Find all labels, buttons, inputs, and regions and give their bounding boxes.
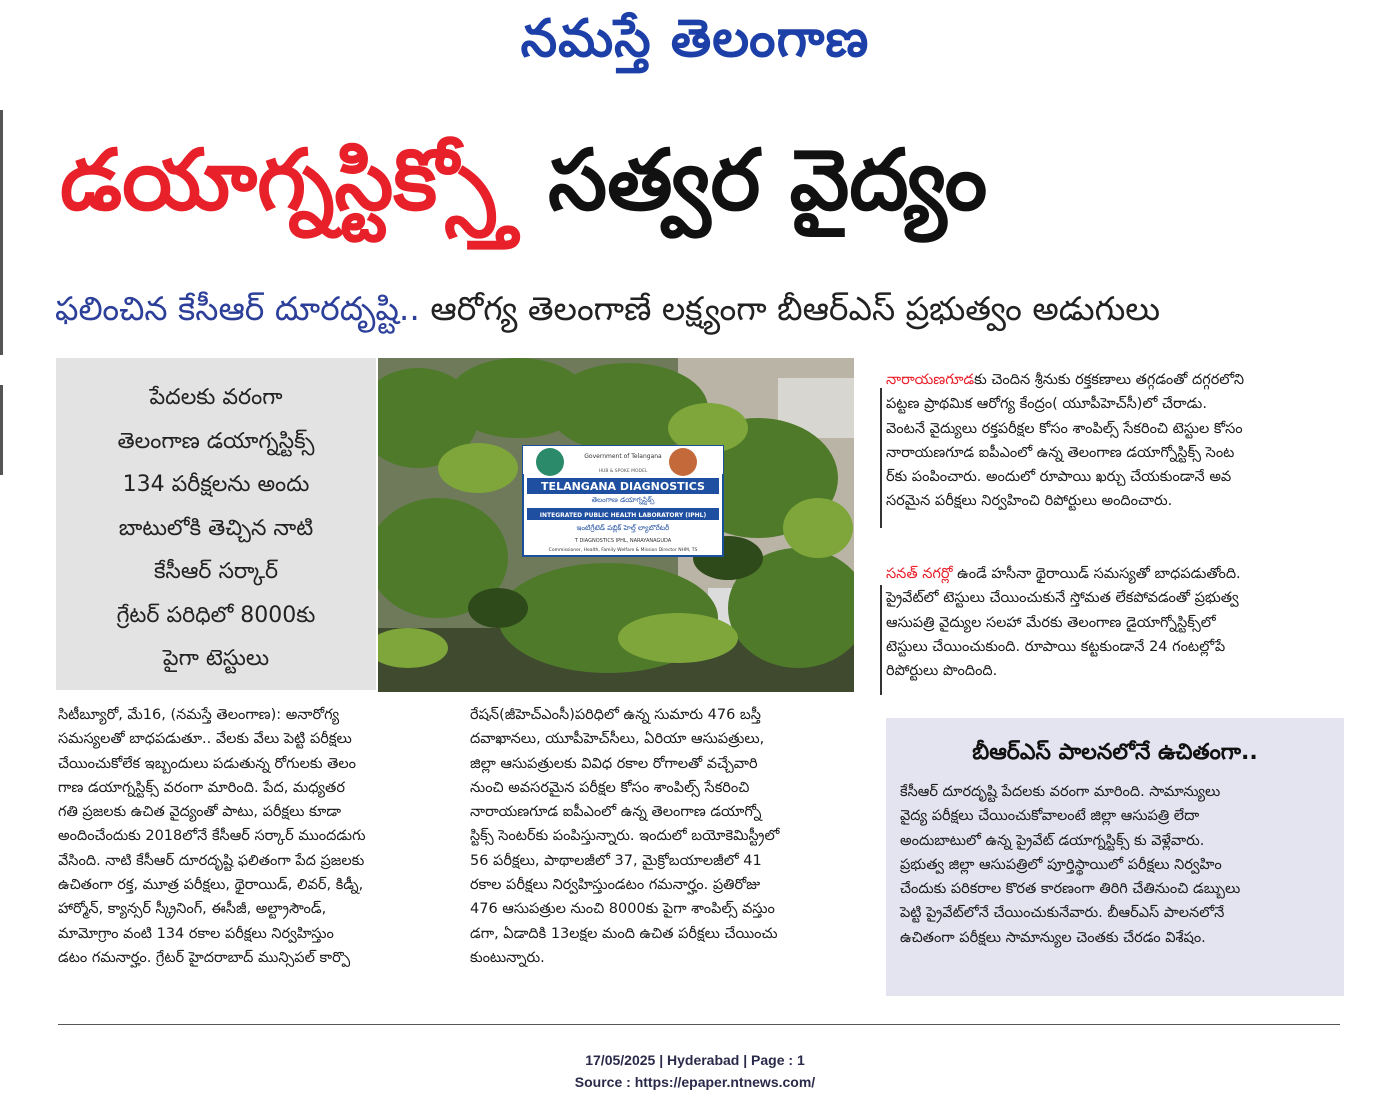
headline-black: తో సత్వర వైద్యం <box>518 131 988 229</box>
story-text: లో ఉండే హసీనా థైరాయిడ్ సమస్యతో బాధపడుతోంది. <box>952 566 1241 582</box>
sign-sub: HUB & SPOKE MODEL <box>598 469 648 474</box>
story-line: టెస్టులు చేయించుకుంది. రూపాయి కట్టకుండానే 24 గంటల్లోపే <box>886 638 1226 655</box>
story-place: నారాయణగూడ <box>886 372 975 388</box>
case-story-1 <box>886 368 1346 514</box>
sidebar-line: వైద్య పరీక్షలు చేయించుకోవాలంటే జిల్లా ఆసుపత్రి లేదా <box>900 808 1200 825</box>
article-column-1 <box>58 703 446 970</box>
article-line: నారాయణగూడ ఐపీఎంలో ఉన్న తెలంగాణ డయాగ్నో <box>470 804 762 821</box>
margin-rule <box>0 385 3 475</box>
sidebar-box <box>886 718 1344 996</box>
highlight-line: గ్రేటర్ పరిధిలో 8000కు <box>116 602 316 628</box>
article-line: అందించేందుకు 2018లోనే కేసీఆర్ సర్కార్ ముందడుగు <box>58 828 366 845</box>
story-line: రిపోర్టులు పొందింది. <box>886 663 998 680</box>
story-line: ర్‌కు పంపించారు. అందులో రూపాయి ఖర్చు చేయకుండానే అవ <box>886 469 1232 486</box>
highlight-line: పేదలకు వరంగా <box>149 385 283 410</box>
sidebar-line: అందుబాటులో ఉన్న ప్రైవేట్ డయాగ్నస్టిక్స్ కు వెళ్లేవారు. <box>900 832 1205 849</box>
article-line: రకాల పరీక్షలు నిర్వహిస్తుండటం గమనార్హం. ప్రతిరోజు <box>470 877 761 894</box>
sidebar-line: పెట్టి ప్రైవేట్‌లోనే చేయించుకునేవారు. బీఆర్ఎస్ పాలనలోనే <box>900 905 1225 922</box>
article-line: మామోగ్రాం వంటి 134 రకాల పరీక్షలు నిర్వహిస్తుం <box>58 925 334 942</box>
article-line: స్టిక్స్ సెంటర్‌కు పంపిస్తున్నారు. ఇందులో బయోకెమిస్ట్రీలో <box>470 828 780 845</box>
article-line: గతి ప్రజలకు ఉచిత వైద్యంతో పాటు, పరీక్షలు కూడా <box>58 804 342 821</box>
article-line: గాణ డయాగ్నస్టిక్స్ వరంగా మారింది. పేద, మధ్యతర <box>58 779 345 796</box>
article-line: డగా, ఏడాదికి 13లక్షల మంది ఉచిత పరీక్షలు చేయించు <box>470 925 778 942</box>
story-line: నారాయణగూడ ఐపీఎంలో ఉన్న తెలంగాణ డయాగ్నోస్టిక్స్ సెంట <box>886 444 1235 461</box>
article-line: నుంచి అవసరమైన పరీక్షల కోసం శాంపిల్స్ సేకరించి <box>470 779 750 796</box>
article-line: హార్మోన్, క్యాన్సర్ స్క్రీనింగ్, ఈసీజీ, అల్ట్రాసౌండ్, <box>58 901 327 918</box>
story-line: పట్టణ ప్రాథమిక ఆరోగ్య కేంద్రం( యూపీహెచ్‌సీ)లో చేరాడు. <box>886 396 1207 413</box>
highlight-line: తెలంగాణ డయాగ్నస్టిక్స్ <box>117 428 315 454</box>
footer-date-page: 17/05/2025 | Hyderabad | Page : 1 <box>585 1052 805 1068</box>
story-line: ప్రైవేట్‌లో టెస్టులు చేయించుకునే స్తోమత లేకపోవడంతో ప్రభుత్వ <box>886 590 1239 607</box>
sign-lab: INTEGRATED PUBLIC HEALTH LABORATORY (IPHL) <box>539 512 707 519</box>
subhead-blue: ఫలించిన కేసీఆర్ దూరదృష్టి.. <box>55 289 420 328</box>
margin-rule <box>0 110 3 355</box>
story-rule <box>880 585 882 695</box>
footer-source-link[interactable]: Source : https://epaper.ntnews.com/ <box>574 1074 816 1090</box>
sign-title: TELANGANA DIAGNOSTICS <box>541 480 705 493</box>
article-line: కుంటున్నారు. <box>470 949 545 966</box>
article-line: 56 పరీక్షలు, పాథాలజీలో 37, మైక్రోబయాలజీలో 41 <box>470 852 762 869</box>
case-story-2 <box>886 562 1346 683</box>
subheadline <box>55 283 1345 335</box>
article-line: డటం గమనార్హం. గ్రేటర్ హైదరాబాద్ మున్సిపల్ కార్పొ <box>58 949 351 966</box>
sidebar-line: చేందుకు పరికరాల కొరత కారణంగా తిరిగి చేతినుంచి డబ్బులు <box>900 881 1241 898</box>
article-line: రేషన్(జీహెచ్ఎంసీ)పరిధిలో ఉన్న సుమారు 476 బస్తీ <box>470 707 761 723</box>
story-place: సనత్ నగర్ <box>886 566 953 582</box>
sidebar-line: కేసీఆర్ దూరదృష్టి పేదలకు వరంగా మారింది. సామాన్యులు <box>900 784 1221 800</box>
article-line: వేసింది. నాటి కేసీఆర్ దూరదృష్టి ఫలితంగా పేద ప్రజలకు <box>58 852 365 869</box>
article-line: ఉచితంగా రక్త, మూత్ర పరీక్షలు, థైరాయిడ్, లివర్, కిడ్నీ, <box>58 877 364 894</box>
sidebar-line: ఉచితంగా పరీక్షలు సామాన్యుల చెంతకు చేరడం విశేషం. <box>900 929 1206 946</box>
sign-foot: Commissioner, Health, Family Welfare & Mission Director NHM, TS <box>548 548 698 553</box>
story-first-line <box>886 368 1346 392</box>
story-line: ఆసుపత్రి వైద్యుల సలహా మేరకు తెలంగాణ డైయాగ్నోస్టిక్స్‌లో <box>886 614 1216 631</box>
highlight-line: బాటులోకి తెచ్చిన నాటి <box>118 515 314 541</box>
masthead-logo: నమస్తే తెలంగాణ <box>520 8 870 69</box>
article-column-2 <box>470 703 860 970</box>
highlight-line: పైగా టెస్టులు <box>162 646 270 671</box>
article-line: సమస్యలతో బాధపడుతూ.. వేలకు వేలు పెట్టి పరీక్షలు <box>58 731 352 748</box>
article-line: చేయించుకోలేక ఇబ్బందులు పడుతున్న రోగులకు తెలం <box>58 755 356 772</box>
sidebar-line: ప్రభుత్వ జిల్లా ఆసుపత్రిలో పూర్తిస్థాయిలో పరీక్షలు నిర్వహిం <box>900 856 1222 873</box>
headline-red: డయాగ్నస్టిక్స్ <box>60 131 519 229</box>
headline <box>60 120 1350 240</box>
story-rule <box>880 388 882 528</box>
bottom-rule <box>58 1024 1340 1025</box>
story-first-line <box>886 562 1346 586</box>
sign-lab-te: ఇంటిగ్రేటెడ్ పబ్లిక్ హెల్త్ ల్యాబొరేటరీ <box>576 524 670 532</box>
article-line: 476 ఆసుపత్రుల నుంచి 8000కు పైగా శాంపిల్స్ వస్తుం <box>470 901 775 918</box>
highlight-line: 134 పరీక్షలను అందు <box>122 472 310 497</box>
sign-gov: Government of Telangana <box>584 453 662 460</box>
story-line: సరమైన పరీక్షలు నిర్వహించి రిపోర్టులు అందించారు. <box>886 493 1173 510</box>
highlight-box <box>56 358 376 690</box>
highlight-line: కేసీఆర్ సర్కార్ <box>153 559 279 584</box>
subhead-dark: ఆరోగ్య తెలంగాణే లక్ష్యంగా బీఆర్ఎస్ ప్రభుత్వం అడుగులు <box>419 289 1161 328</box>
news-photo <box>378 358 854 692</box>
article-line: జిల్లా ఆసుపత్రులకు వివిధ రకాల రోగాలతో వచ్చేవారి <box>470 755 758 772</box>
sidebar-title: బీఆర్ఎస్ పాలనలోనే ఉచితంగా.. <box>972 740 1258 765</box>
article-line: సిటీబ్యూరో, మే16, (నమస్తే తెలంగాణ): అనారోగ్య <box>58 707 340 723</box>
story-line: వెంటనే వైద్యులు రక్తపరీక్షల కోసం శాంపిల్స్ సేకరించి టెస్టుల కోసం <box>886 420 1243 437</box>
sign-loc: T DIAGNOSTICS IPHL, NARAYANAGUDA <box>574 538 672 544</box>
story-text: కు చెందిన శ్రీనుకు రక్తకణాలు తగ్గడంతో దగ్గరలోని <box>974 372 1245 388</box>
article-line: దవాఖానలు, యూపీహెచ్‌సీలు, ఏరియా ఆసుపత్రులు, <box>470 731 765 748</box>
sign-telugu: తెలంగాణ డయాగ్నస్టిక్స్ <box>591 496 655 504</box>
